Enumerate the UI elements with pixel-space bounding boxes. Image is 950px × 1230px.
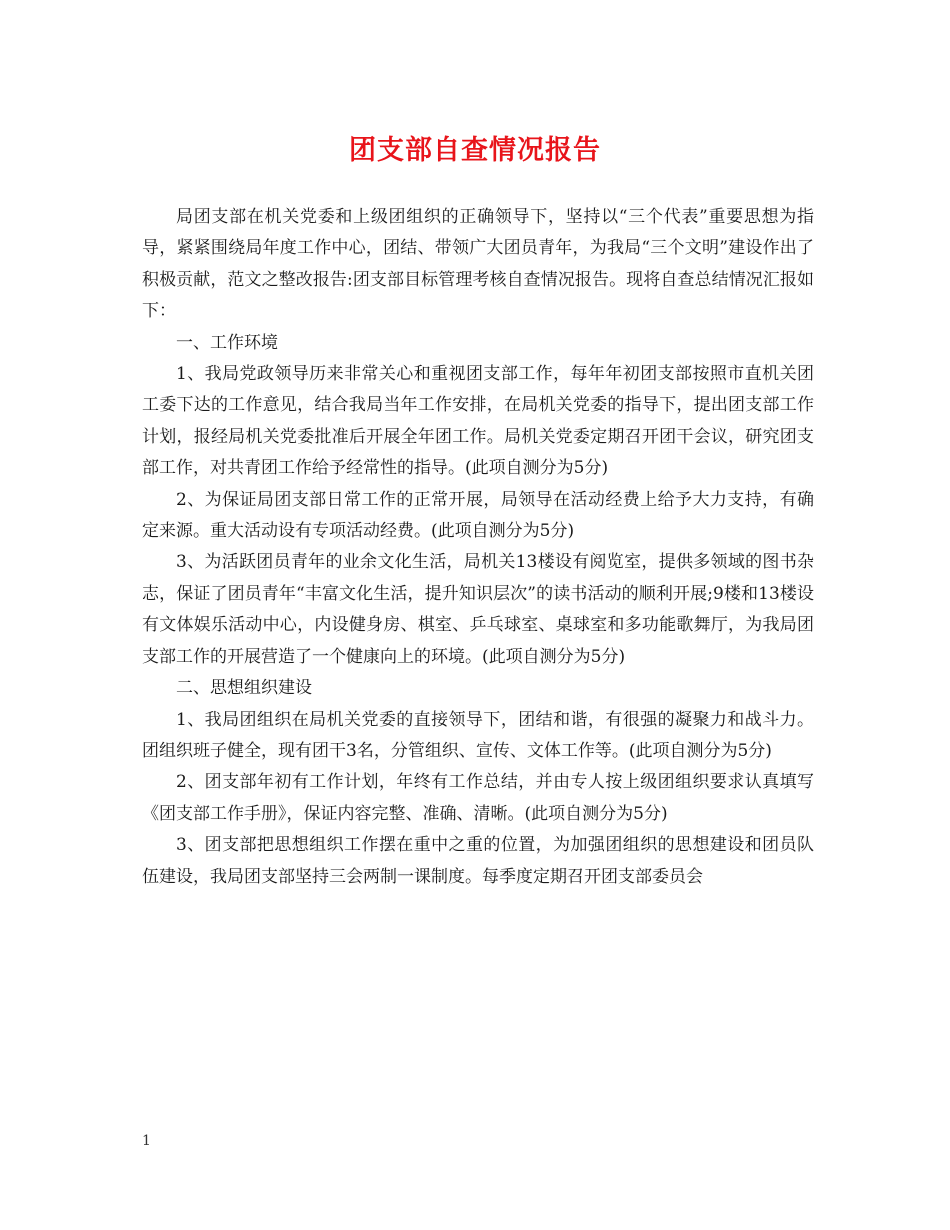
paragraph: 3、为活跃团员青年的业余文化生活，局机关13楼设有阅览室，提供多领域的图书杂志，保证了团员青年“丰富文化生活，提升知识层次”的读书活动的顺利开展;9楼和13楼设有文体娱乐活动中心，内设健身房、棋室、乒乓球室、桌球室和多功能歌舞厅，为我局团支部工作的开展营造了一个健康向上的环境。(此项自测分为5分) [142,552,814,667]
paragraph: 3、团支部把思想组织工作摆在重中之重的位置，为加强团组织的思想建设和团员队伍建设，我局团支部坚持三会两制一课制度。每季度定期召开团支部委员会 [142,835,814,887]
intro-paragraph: 局团支部在机关党委和上级团组织的正确领导下，坚持以“三个代表”重要思想为指导，紧紧围绕局年度工作中心，团结、带领广大团员青年，为我局“三个文明”建设作出了积极贡献，范文之整改报告:团支部目标管理考核自查情况报告。现将自查总结情况汇报如下： [142,207,814,322]
paragraph: 1、我局团组织在局机关党委的直接领导下，团结和谐，有很强的凝聚力和战斗力。团组织班子健全，现有团干3名，分管组织、宣传、文体工作等。(此项自测分为5分) [142,709,814,761]
page-number: 1 [142,1133,151,1149]
document-title: 团支部自查情况报告 [349,135,601,166]
document-body [142,202,814,893]
section-heading-ideology-organization: 二、思想组织建设 [176,678,312,699]
section-heading-work-environment: 一、工作环境 [176,332,278,353]
paragraph: 2、团支部年初有工作计划，年终有工作总结，并由专人按上级团组织要求认真填写《团支部工作手册》，保证内容完整、准确、清晰。(此项自测分为5分) [142,772,814,824]
paragraph: 1、我局党政领导历来非常关心和重视团支部工作，每年年初团支部按照市直机关团工委下达的工作意见，结合我局当年工作安排，在局机关党委的指导下，提出团支部工作计划，报经局机关党委批准后开展全年团工作。局机关党委定期召开团干会议，研究团支部工作，对共青团工作给予经常性的指导。(此项自测分为5分) [142,364,814,479]
paragraph: 2、为保证局团支部日常工作的正常开展，局领导在活动经费上给予大力支持，有确定来源。重大活动设有专项活动经费。(此项自测分为5分) [142,489,814,542]
